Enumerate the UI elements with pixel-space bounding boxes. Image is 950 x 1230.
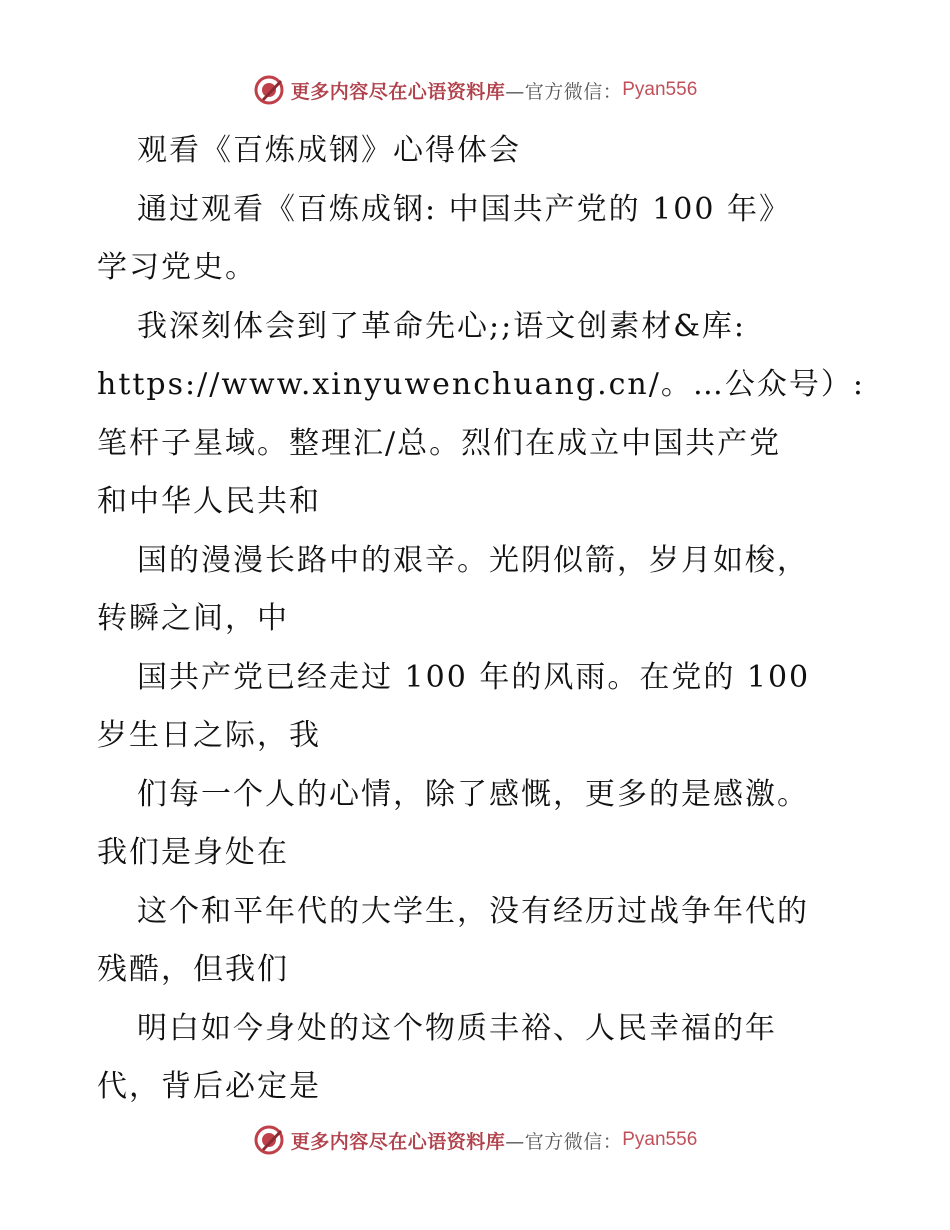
document-body: [97, 122, 865, 1117]
footer-brand-text: 更多内容尽在心语资料库: [290, 1130, 506, 1153]
text-line: 们每一个人的心情，除了感慨，更多的是感激。: [137, 776, 809, 812]
pen-logo-icon: [253, 74, 285, 106]
text-line: 残酷，但我们: [97, 952, 289, 987]
footer-banner: [0, 1120, 950, 1160]
text-line: 笔杆子星域。整理汇/总。烈们在成立中国共产党: [97, 425, 782, 461]
text-line: 我深刻体会到了革命先心;;语文创素材&库:: [137, 308, 747, 344]
header-wechat-id: Pyan556: [622, 79, 698, 100]
text-line: 代，背后必定是: [97, 1069, 321, 1104]
text-line: 通过观看《百炼成钢: 中国共产党的 100 年》: [137, 191, 791, 227]
text-line: 明白如今身处的这个物质丰裕、人民幸福的年: [137, 1010, 777, 1046]
text-line: https://www.xinyuwenchuang.cn/。…公众号）:: [97, 367, 865, 402]
footer-official-text: —官方微信：: [505, 1130, 623, 1153]
text-line: 转瞬之间，中: [97, 601, 289, 636]
text-line: 国的漫漫长路中的艰辛。光阴似箭，岁月如梭，: [137, 542, 809, 578]
text-line: 和中华人民共和: [97, 484, 321, 519]
text-line: 我们是身处在: [97, 835, 289, 870]
text-line: 这个和平年代的大学生，没有经历过战争年代的: [137, 893, 809, 929]
header-official-text: —官方微信：: [505, 80, 623, 103]
pen-logo-icon: [253, 1124, 285, 1156]
header-brand-text: 更多内容尽在心语资料库: [290, 80, 506, 103]
footer-wechat-id: Pyan556: [622, 1129, 698, 1150]
text-line: 岁生日之际，我: [97, 718, 321, 753]
text-line: 观看《百炼成钢》心得体会: [137, 133, 521, 168]
text-line: 学习党史。: [97, 250, 257, 285]
text-line: 国共产党已经走过 100 年的风雨。在党的 100: [137, 659, 811, 695]
header-banner: [0, 70, 950, 110]
